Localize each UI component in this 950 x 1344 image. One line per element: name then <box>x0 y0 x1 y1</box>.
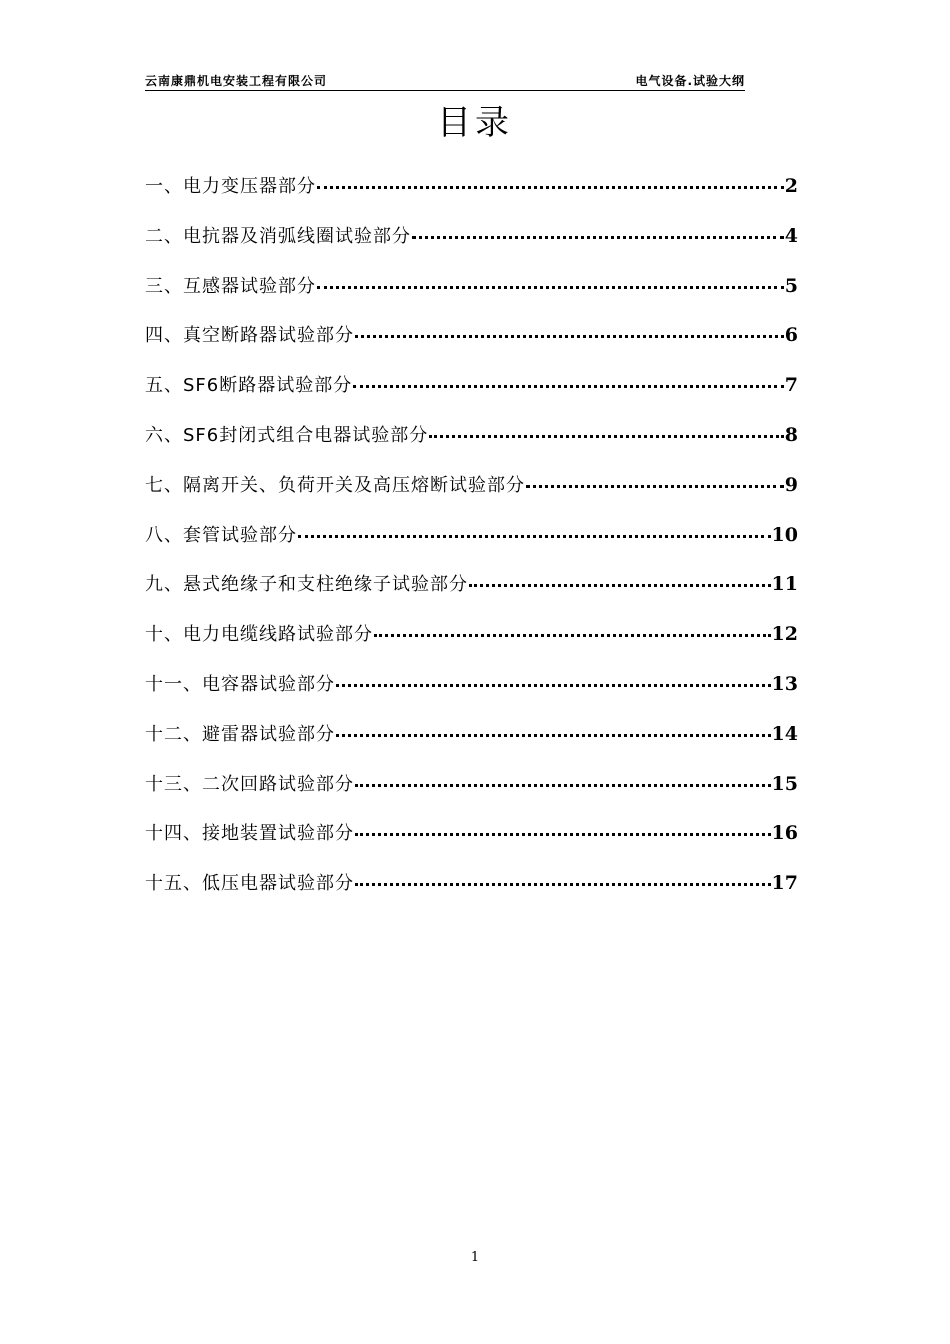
toc-entry-label: 八、套管试验部分 <box>145 524 297 546</box>
toc-entry-label: 二、电抗器及消弧线圈试验部分 <box>145 225 411 247</box>
toc-entry-label: 七、隔离开关、负荷开关及高压熔断试验部分 <box>145 474 525 496</box>
toc-dot-leader <box>355 833 771 836</box>
toc-dot-leader <box>429 435 784 438</box>
toc-entry-label: 十四、接地装置试验部分 <box>145 823 354 845</box>
toc-dot-leader <box>355 335 784 338</box>
page-header <box>145 74 745 91</box>
toc-entry-page: 13 <box>771 672 798 695</box>
toc-dot-leader <box>412 236 784 239</box>
toc-entry[interactable] <box>145 168 798 218</box>
toc-entry-label: 十二、避雷器试验部分 <box>145 723 335 745</box>
toc-entry-page: 11 <box>771 573 798 596</box>
toc-entry-label: 三、互感器试验部分 <box>145 275 316 297</box>
toc-dot-leader <box>355 883 771 886</box>
toc-entry-page: 15 <box>771 772 798 795</box>
toc-entry[interactable] <box>145 616 798 666</box>
toc-dot-leader <box>353 385 784 388</box>
toc-entry-page: 4 <box>784 224 798 247</box>
toc-entry-page: 17 <box>771 872 798 895</box>
toc-entry-page: 14 <box>771 722 798 745</box>
toc-title: 目录 <box>437 103 513 143</box>
toc-entry-label: 九、悬式绝缘子和支柱绝缘子试验部分 <box>145 574 468 596</box>
toc-dot-leader <box>526 485 784 488</box>
toc-entry[interactable] <box>145 716 798 766</box>
toc-entry-page: 9 <box>784 473 798 496</box>
toc-entry-label: 四、真空断路器试验部分 <box>145 325 354 347</box>
toc-dot-leader <box>469 584 771 587</box>
page-number: 1 <box>470 1250 480 1265</box>
toc-entry[interactable] <box>145 766 798 816</box>
toc-entry-label: 十五、低压电器试验部分 <box>145 873 354 895</box>
toc-entry-label: 六、SF6封闭式组合电器试验部分 <box>145 424 429 446</box>
toc-entry-label: 十三、二次回路试验部分 <box>145 773 354 795</box>
table-of-contents <box>145 168 798 915</box>
toc-entry[interactable] <box>145 517 798 567</box>
toc-entry-page: 8 <box>784 423 798 446</box>
toc-entry[interactable] <box>145 417 798 467</box>
toc-entry[interactable] <box>145 317 798 367</box>
toc-dot-leader <box>298 535 771 538</box>
toc-entry-page: 7 <box>784 374 798 397</box>
toc-entry[interactable] <box>145 218 798 268</box>
toc-entry-label: 一、电力变压器部分 <box>145 176 316 197</box>
toc-entry-label: 五、SF6断路器试验部分 <box>145 375 353 397</box>
toc-entry-page: 6 <box>784 324 798 347</box>
toc-entry[interactable] <box>145 815 798 865</box>
toc-entry[interactable] <box>145 865 798 915</box>
toc-dot-leader <box>317 286 784 289</box>
toc-entry-page: 16 <box>771 822 798 845</box>
toc-dot-leader <box>336 684 771 687</box>
toc-entry-page: 10 <box>771 523 798 546</box>
toc-entry[interactable] <box>145 467 798 517</box>
toc-entry-page: 5 <box>784 274 798 297</box>
toc-entry[interactable] <box>145 367 798 417</box>
toc-entry-label: 十、电力电缆线路试验部分 <box>145 624 373 646</box>
toc-dot-leader <box>317 186 784 189</box>
document-name: 电气设备.试验大纲 <box>635 74 745 88</box>
toc-dot-leader <box>374 634 771 637</box>
toc-entry[interactable] <box>145 268 798 318</box>
toc-entry-page: 12 <box>771 623 798 646</box>
toc-dot-leader <box>336 734 771 737</box>
toc-entry[interactable] <box>145 566 798 616</box>
toc-dot-leader <box>355 784 771 787</box>
toc-entry-page: 2 <box>784 175 798 197</box>
toc-entry[interactable] <box>145 666 798 716</box>
company-name: 云南康鼎机电安装工程有限公司 <box>145 74 328 88</box>
toc-entry-label: 十一、电容器试验部分 <box>145 673 335 695</box>
